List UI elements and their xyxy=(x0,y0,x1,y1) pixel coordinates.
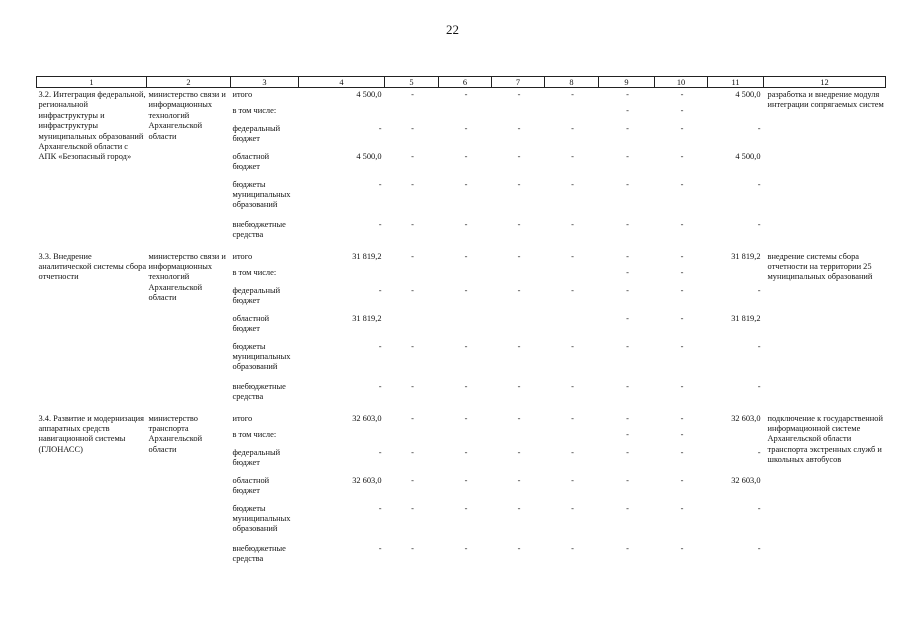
value-cell-c4: - xyxy=(378,219,382,229)
value-cell-c6 xyxy=(439,106,492,124)
expected-result: разработка и внедрение модуля интеграции сопрягаемых систем xyxy=(767,90,884,110)
value-cell-c4: - xyxy=(378,543,382,553)
value-cell-c6: - xyxy=(464,219,468,229)
value-cell-c5: - xyxy=(411,151,414,161)
value-cell-c10: - xyxy=(680,503,684,513)
funding-source: итого xyxy=(232,90,253,99)
value-cell-c7 xyxy=(492,430,545,448)
value-cell-c8: - xyxy=(571,447,574,457)
value-cell-c9: - xyxy=(626,475,629,485)
value-cell-c11: 4 500,0 xyxy=(735,151,761,161)
value-cell-c10: - xyxy=(680,475,684,485)
value-cell-c9: - xyxy=(626,413,629,423)
executor-name: министерство связи и информационных технологий Архангельской области xyxy=(148,251,226,303)
value-cell-c8: - xyxy=(571,285,574,295)
value-cell-c10: - xyxy=(680,251,684,261)
value-cell-c6: - xyxy=(464,123,468,133)
measure-name: 3.2. Интеграция федеральной, региональной инфраструктуры и инфраструктуры муниципальных образований Архангельской области с АПК «Безопасный город» xyxy=(38,90,146,162)
funding-source: областной бюджет xyxy=(232,313,270,333)
value-cell-c10: - xyxy=(680,90,684,99)
value-cell-c7: - xyxy=(517,341,521,351)
value-cell-c4 xyxy=(299,268,385,286)
value-cell-c4: 31 819,2 xyxy=(352,251,382,261)
value-cell-c11: 32 603,0 xyxy=(731,413,761,423)
value-cell-c4 xyxy=(299,106,385,124)
header-cell: 12 xyxy=(764,77,886,88)
funding-source: внебюджетные средства xyxy=(232,219,286,239)
value-cell-c4: - xyxy=(378,123,382,133)
funding-source: итого xyxy=(232,251,253,261)
funding-table xyxy=(36,76,886,570)
value-cell-c8: - xyxy=(571,413,574,423)
funding-source: итого xyxy=(232,413,253,423)
value-cell-c11: 32 603,0 xyxy=(731,475,761,485)
value-cell-c8 xyxy=(545,268,599,286)
value-cell-c4: - xyxy=(378,503,382,513)
value-cell-c9: - xyxy=(626,251,629,261)
value-cell-c8 xyxy=(545,106,599,124)
value-cell-c6: - xyxy=(464,503,468,513)
value-cell-c9: - xyxy=(626,503,629,513)
value-cell-c5: - xyxy=(411,285,414,295)
value-cell-c11 xyxy=(708,268,764,286)
value-cell-c11: 31 819,2 xyxy=(731,313,761,323)
value-cell-c6: - xyxy=(464,90,468,99)
funding-source: внебюджетные средства xyxy=(232,543,286,563)
header-cell: 2 xyxy=(147,77,231,88)
value-cell-c8: - xyxy=(571,90,574,99)
value-cell-c6: - xyxy=(464,543,468,553)
funding-source: федеральный бюджет xyxy=(232,285,281,305)
value-cell-c8: - xyxy=(571,475,574,485)
value-cell-c11: - xyxy=(757,381,761,391)
value-cell-c5: - xyxy=(411,251,414,261)
funding-source: бюджеты муниципальных образований xyxy=(232,503,291,534)
value-cell-c9: - xyxy=(626,543,629,553)
value-cell-c9: - xyxy=(626,447,629,457)
value-cell-c11: - xyxy=(757,219,761,229)
table-row xyxy=(37,250,886,268)
header-cell: 9 xyxy=(599,77,655,88)
value-cell-c11 xyxy=(708,106,764,124)
value-cell-c9: - xyxy=(626,341,629,351)
funding-source: областной бюджет xyxy=(232,151,270,171)
value-cell-c5: - xyxy=(411,123,414,133)
header-cell: 6 xyxy=(439,77,492,88)
value-cell-c8: - xyxy=(571,151,574,161)
value-cell-c9: - xyxy=(626,179,629,189)
value-cell-c5: - xyxy=(411,543,414,553)
header-cell: 11 xyxy=(708,77,764,88)
executor-name: министерство транспорта Архангельской области xyxy=(148,413,203,454)
funding-source: бюджеты муниципальных образований xyxy=(232,179,291,210)
value-cell-c7: - xyxy=(517,543,521,553)
value-cell-c5: - xyxy=(411,341,414,351)
value-cell-c6 xyxy=(439,268,492,286)
executor-name: министерство связи и информационных технологий Архангельской области xyxy=(148,90,226,141)
value-cell-c11: - xyxy=(757,285,761,295)
value-cell-c6: - xyxy=(464,475,468,485)
value-cell-c5: - xyxy=(411,447,414,457)
value-cell-c6: - xyxy=(464,381,468,391)
value-cell-c10: - xyxy=(680,267,684,277)
value-cell-c11: - xyxy=(757,341,761,351)
value-cell-c5: - xyxy=(411,381,414,391)
value-cell-c8: - xyxy=(571,381,574,391)
value-cell-c5: - xyxy=(411,413,414,423)
funding-source: в том числе: xyxy=(232,429,277,439)
value-cell-c5: - xyxy=(411,179,414,189)
value-cell-c10: - xyxy=(680,341,684,351)
value-cell-c7: - xyxy=(517,503,521,513)
value-cell-c4: 32 603,0 xyxy=(352,475,382,485)
measure-name: 3.3. Внедрение аналитической системы сбора отчетности xyxy=(38,251,147,282)
value-cell-c5 xyxy=(385,430,439,448)
value-cell-c10: - xyxy=(680,413,684,423)
page-number: 22 xyxy=(446,22,459,37)
value-cell-c7: - xyxy=(517,413,521,423)
value-cell-c9: - xyxy=(626,381,629,391)
value-cell-c7: - xyxy=(517,381,521,391)
value-cell-c5: - xyxy=(411,503,414,513)
value-cell-c7 xyxy=(492,314,545,342)
value-cell-c7: - xyxy=(517,285,521,295)
expected-result: внедрение системы сбора отчетности на территории 25 муниципальных образований xyxy=(767,251,873,282)
value-cell-c11: - xyxy=(757,543,761,553)
value-cell-c10: - xyxy=(680,219,684,229)
value-cell-c6: - xyxy=(464,447,468,457)
value-cell-c8 xyxy=(545,314,599,342)
value-cell-c8: - xyxy=(571,503,574,513)
value-cell-c8: - xyxy=(571,341,574,351)
value-cell-c8: - xyxy=(571,123,574,133)
value-cell-c10: - xyxy=(680,381,684,391)
value-cell-c7: - xyxy=(517,475,521,485)
value-cell-c9: - xyxy=(626,151,629,161)
value-cell-c10: - xyxy=(680,285,684,295)
value-cell-c10: - xyxy=(680,179,684,189)
value-cell-c4: 4 500,0 xyxy=(356,90,382,99)
value-cell-c5: - xyxy=(411,475,414,485)
value-cell-c7 xyxy=(492,268,545,286)
value-cell-c7: - xyxy=(517,151,521,161)
value-cell-c9: - xyxy=(626,285,629,295)
funding-source: бюджеты муниципальных образований xyxy=(232,341,291,372)
value-cell-c6: - xyxy=(464,341,468,351)
value-cell-c7 xyxy=(492,106,545,124)
value-cell-c8: - xyxy=(571,251,574,261)
funding-source: в том числе: xyxy=(232,267,277,277)
value-cell-c4: - xyxy=(378,447,382,457)
value-cell-c11: 4 500,0 xyxy=(735,90,761,99)
value-cell-c10: - xyxy=(680,123,684,133)
value-cell-c10: - xyxy=(680,105,684,115)
funding-source: внебюджетные средства xyxy=(232,381,286,401)
value-cell-c5: - xyxy=(411,219,414,229)
header-cell: 4 xyxy=(299,77,385,88)
value-cell-c7: - xyxy=(517,447,521,457)
value-cell-c7: - xyxy=(517,123,521,133)
value-cell-c6 xyxy=(439,430,492,448)
value-cell-c9: - xyxy=(626,123,629,133)
value-cell-c11: - xyxy=(757,503,761,513)
value-cell-c6: - xyxy=(464,413,468,423)
value-cell-c10: - xyxy=(680,543,684,553)
value-cell-c4: - xyxy=(378,341,382,351)
value-cell-c11 xyxy=(708,430,764,448)
value-cell-c8: - xyxy=(571,543,574,553)
value-cell-c8: - xyxy=(571,219,574,229)
funding-source: областной бюджет xyxy=(232,475,270,495)
value-cell-c6: - xyxy=(464,285,468,295)
value-cell-c4: - xyxy=(378,381,382,391)
value-cell-c11: 31 819,2 xyxy=(731,251,761,261)
measure-name: 3.4. Развитие и модернизация аппаратных средств навигационной системы (ГЛОНАСС) xyxy=(38,413,145,454)
value-cell-c7: - xyxy=(517,179,521,189)
value-cell-c9: - xyxy=(626,313,629,323)
table-row xyxy=(37,88,886,106)
value-cell-c5 xyxy=(385,314,439,342)
value-cell-c7: - xyxy=(517,219,521,229)
value-cell-c9: - xyxy=(626,90,629,99)
value-cell-c4: - xyxy=(378,285,382,295)
value-cell-c4 xyxy=(299,430,385,448)
header-cell: 7 xyxy=(492,77,545,88)
header-cell: 1 xyxy=(37,77,147,88)
header-cell: 5 xyxy=(385,77,439,88)
value-cell-c11: - xyxy=(757,123,761,133)
funding-source: федеральный бюджет xyxy=(232,447,281,467)
value-cell-c9: - xyxy=(626,105,629,115)
value-cell-c5 xyxy=(385,268,439,286)
value-cell-c10: - xyxy=(680,151,684,161)
value-cell-c8 xyxy=(545,430,599,448)
value-cell-c10: - xyxy=(680,313,684,323)
funding-source: в том числе: xyxy=(232,105,277,115)
table-row xyxy=(37,412,886,430)
value-cell-c7: - xyxy=(517,90,521,99)
expected-result: подключение к государственной информационной системе Архангельской области транспорта экстренных служб и школьных автобусов xyxy=(767,413,883,465)
value-cell-c5 xyxy=(385,106,439,124)
value-cell-c6: - xyxy=(464,179,468,189)
value-cell-c7: - xyxy=(517,251,521,261)
value-cell-c10: - xyxy=(680,447,684,457)
value-cell-c4: 31 819,2 xyxy=(352,313,382,323)
value-cell-c8: - xyxy=(571,179,574,189)
value-cell-c6 xyxy=(439,314,492,342)
value-cell-c4: 4 500,0 xyxy=(356,151,382,161)
value-cell-c11: - xyxy=(757,447,761,457)
value-cell-c4: - xyxy=(378,179,382,189)
value-cell-c9: - xyxy=(626,267,629,277)
header-cell: 3 xyxy=(231,77,299,88)
value-cell-c4: 32 603,0 xyxy=(352,413,382,423)
value-cell-c9: - xyxy=(626,219,629,229)
value-cell-c5: - xyxy=(411,90,414,99)
value-cell-c9: - xyxy=(626,429,629,439)
header-cell: 10 xyxy=(655,77,708,88)
value-cell-c6: - xyxy=(464,251,468,261)
value-cell-c10: - xyxy=(680,429,684,439)
value-cell-c6: - xyxy=(464,151,468,161)
value-cell-c11: - xyxy=(757,179,761,189)
funding-source: федеральный бюджет xyxy=(232,123,281,143)
header-row xyxy=(37,77,886,88)
header-cell: 8 xyxy=(545,77,599,88)
